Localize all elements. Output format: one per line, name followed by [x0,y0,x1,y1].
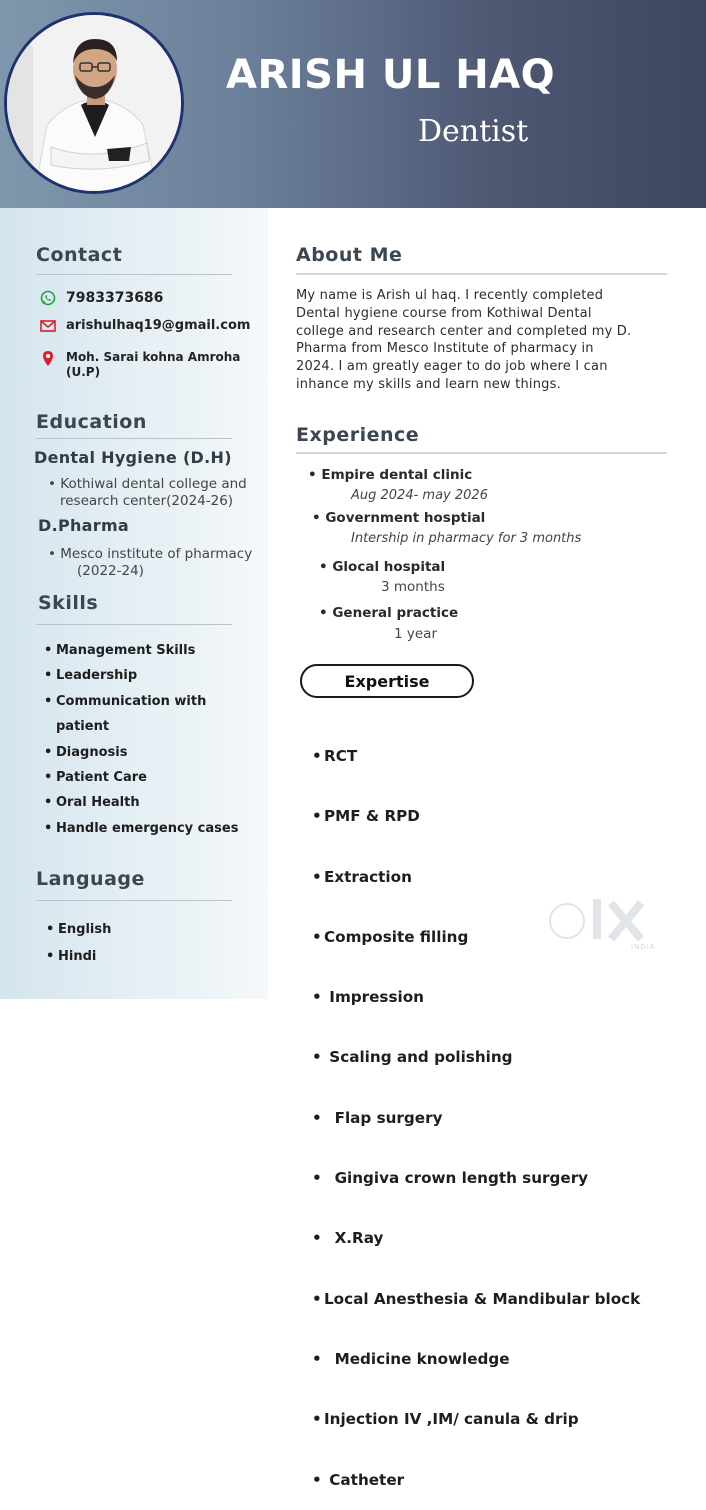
skill-item: • Management Skills [44,638,238,663]
education-degree-1: Dental Hygiene (D.H) [34,448,232,467]
experience-place-1-text: Empire dental clinic [321,467,473,483]
whatsapp-icon [38,290,58,310]
expertise-item: • RCT [312,745,640,767]
language-title: Language [36,868,145,890]
education-detail-2-line2: (2022-24) [77,563,144,579]
bullet-icon: • [308,467,322,483]
location-pin-icon [38,350,58,372]
skills-list [44,638,238,841]
experience-place-4-text: General practice [332,605,459,621]
skill-item: • Oral Health [44,790,238,815]
profile-photo-illustration [7,15,181,191]
about-title: About Me [296,244,403,266]
contact-divider [36,274,232,275]
experience-detail-3: 3 months [381,579,445,595]
about-divider [296,273,667,275]
experience-place-2 [312,510,485,526]
expertise-list [312,707,640,1510]
experience-detail-4: 1 year [394,626,437,642]
education-detail-2-line1: Mesco institute of pharmacy [60,546,253,562]
education-degree-2: D.Pharma [38,516,130,535]
expertise-item: • Impression [312,986,640,1008]
skill-item: • Patient Care [44,765,238,790]
language-item: • English [46,916,111,943]
expertise-heading-pill: Expertise [300,664,474,698]
expertise-item: • PMF & RPD [312,805,640,827]
education-detail-1-line2: research center(2024-26) [60,493,234,509]
education-detail-2 [48,546,252,580]
experience-divider [296,452,667,454]
skill-item: • Communication with [44,689,238,714]
contact-phone [38,290,163,310]
mail-icon [38,318,58,337]
education-detail-1 [48,476,247,510]
skills-divider [36,624,232,625]
experience-place-4 [319,605,458,621]
about-line: 2024. I am greatly eager to do job where I can [296,359,608,375]
skills-title: Skills [38,592,99,614]
expertise-item: • Flap surgery [312,1107,640,1129]
olx-india-label: INDIA [631,943,656,951]
experience-place-1 [308,467,472,483]
about-line: My name is Arish ul haq. I recently completed [296,288,604,303]
olx-watermark [545,893,670,955]
about-line: college and research center and completed my D. [296,323,632,339]
experience-detail-2: Intership in pharmacy for 3 months [351,531,582,546]
home-address: Moh. Sarai kohna Amroha (U.P) [66,350,241,379]
education-title: Education [36,411,147,433]
language-item: • Hindi [46,943,111,970]
bullet-icon: • [319,605,333,621]
resume-header [0,0,706,208]
about-line: Dental hygiene course from Kothiwal Dental [296,305,592,321]
expertise-item: • Extraction [312,866,640,888]
education-detail-1-line1: Kothiwal dental college and [60,476,247,492]
bullet-icon: • [319,559,333,575]
contact-title: Contact [36,244,123,266]
expertise-item: • Local Anesthesia & Mandibular block [312,1288,640,1310]
skill-item-continued-text: patient [56,719,110,735]
bullet-icon: • [48,476,61,492]
education-divider [36,438,232,439]
bullet-icon: • [48,546,61,562]
skill-item: • Diagnosis [44,740,238,765]
experience-detail-1: Aug 2024- may 2026 [351,488,488,503]
expertise-item: • Injection IV ,IM/ canula & drip [312,1408,640,1430]
expertise-item: • Scaling and polishing [312,1046,640,1068]
skill-item: • Handle emergency cases [44,816,238,841]
experience-place-3-text: Glocal hospital [332,559,446,575]
experience-place-3 [319,559,445,575]
expertise-item: • X.Ray [312,1227,640,1249]
experience-title: Experience [296,424,420,446]
contact-address [38,350,246,380]
profile-photo [4,12,184,194]
candidate-name: ARISH UL HAQ [226,52,556,98]
expertise-item: • Medicine knowledge [312,1348,640,1370]
skill-item: • Leadership [44,663,238,688]
bullet-icon: • [312,510,326,526]
contact-email [38,318,250,337]
about-line: inhance my skills and learn new things. [296,376,561,392]
expertise-item: • Catheter [312,1469,640,1491]
experience-place-2-text: Government hosptial [325,510,486,526]
language-divider [36,900,232,901]
candidate-role: Dentist [418,114,529,149]
expertise-item: • Gingiva crown length surgery [312,1167,640,1189]
phone-number[interactable]: 7983373686 [66,290,164,306]
about-text [296,287,656,394]
about-line: Pharma from Mesco Institute of pharmacy in [296,341,594,357]
email-address[interactable]: arishulhaq19@gmail.com [66,318,251,333]
expertise-item: • Composite filling [312,926,640,948]
language-list [46,916,111,970]
skill-item-continued [44,714,238,739]
